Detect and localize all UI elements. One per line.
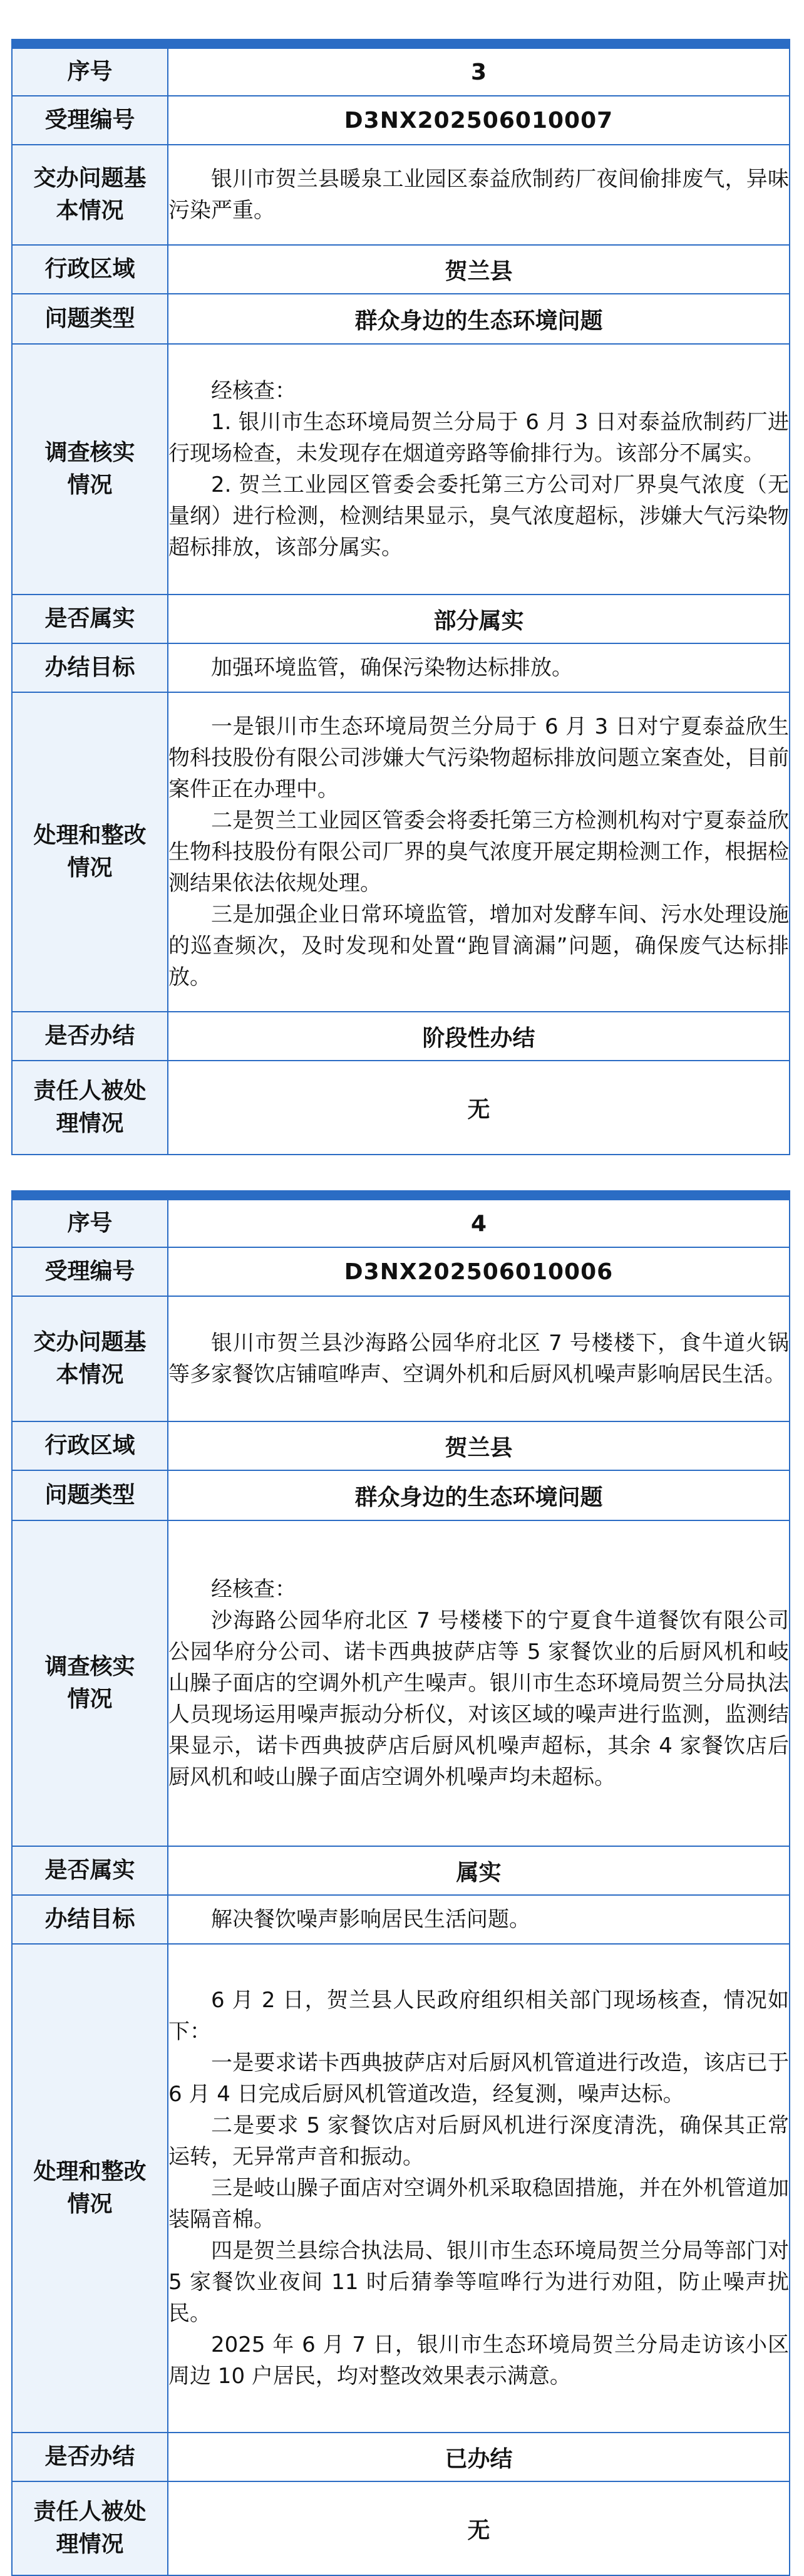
- handling-para: 三是加强企业日常环境监管，增加对发酵车间、污水处理设施的巡查频次，及时发现和处置“跑冒滴漏”问题，确保废气达标排放。: [168, 902, 789, 990]
- record-header-bar: [11, 39, 790, 48]
- goal-value: [168, 643, 790, 692]
- label-issue-text: 交办问题基本情况: [33, 1329, 147, 1388]
- accountability-value: 无: [168, 1061, 790, 1155]
- record-header-bar: [11, 1190, 790, 1199]
- investigation-para: 1. 银川市生态环境局贺兰分局于 6 月 3 日对泰益欣制药厂进行现场检查，未发现存在烟道旁路等偷排行为。该部分不属实。: [168, 410, 789, 466]
- verified-value: 属实: [168, 1846, 790, 1895]
- label-region: 行政区域: [12, 1421, 168, 1470]
- code-value: D3NX202506010007: [168, 96, 790, 145]
- handling-para: 一是要求诺卡西典披萨店对后厨风机管道进行改造，该店已于 6 月 4 日完成后厨风机管道改造，经复测，噪声达标。: [168, 2050, 789, 2107]
- handling-para: 2025 年 6 月 7 日，银川市生态环境局贺兰分局走访该小区周边 10 户居民，均对整改效果表示满意。: [168, 2332, 789, 2389]
- label-accountability-text: 责任人被处理情况: [33, 1078, 147, 1136]
- label-accountability: [12, 1061, 168, 1155]
- label-investigation-text: 调查核实情况: [44, 440, 135, 498]
- handling-para: 一是银川市生态环境局贺兰分局于 6 月 3 日对宁夏泰益欣生物科技股份有限公司涉嫌大气污染物超标排放问题立案查处，目前案件正在办理中。: [168, 714, 789, 802]
- label-investigation: [12, 1520, 168, 1846]
- handling-para: 三是岐山臊子面店对空调外机采取稳固措施，并在外机管道加装隔音棉。: [168, 2176, 789, 2232]
- label-accountability-text: 责任人被处理情况: [33, 2499, 147, 2557]
- label-issue-text: 交办问题基本情况: [33, 165, 147, 224]
- case-record-3: [11, 39, 790, 1155]
- closed-value: 阶段性办结: [168, 1012, 790, 1061]
- investigation-para: 经核查：: [211, 1577, 296, 1602]
- label-verified: 是否属实: [12, 1846, 168, 1895]
- label-goal: 办结目标: [12, 643, 168, 692]
- investigation-para: 沙海路公园华府北区 7 号楼楼下的宁夏食牛道餐饮有限公司公园华府分公司、诺卡西典披萨店等 5 家餐饮业的后厨风机和岐山臊子面店的空调外机产生噪声。银川市生态环境局贺兰分局执法人员现场运用噪声振动分析仪，对该区域的噪声进行监测，监测结果显示，诺卡西典披萨店后厨风机噪声超标，其余 4 家餐饮店后厨风机和岐山臊子面店空调外机噪声均未超标。: [168, 1608, 789, 1790]
- issue-para: 银川市贺兰县暖泉工业园区泰益欣制药厂夜间偷排废气，异味污染严重。: [168, 167, 789, 223]
- goal-para: 加强环境监管，确保污染物达标排放。: [211, 655, 573, 680]
- investigation-value: [168, 344, 790, 595]
- type-value: 群众身边的生态环境问题: [168, 294, 790, 344]
- issue-para: 银川市贺兰县沙海路公园华府北区 7 号楼楼下，食牛道火锅等多家餐饮店铺喧哗声、空调外机和后厨风机噪声影响居民生活。: [168, 1331, 789, 1387]
- label-goal: 办结目标: [12, 1895, 168, 1944]
- issue-value: [168, 1296, 790, 1421]
- label-closed: 是否办结: [12, 1012, 168, 1061]
- label-issue: [12, 145, 168, 245]
- handling-para: 二是贺兰工业园区管委会将委托第三方检测机构对宁夏泰益欣生物科技股份有限公司厂界的臭气浓度开展定期检测工作，根据检测结果依法依规处理。: [168, 808, 789, 896]
- label-seq: 序号: [12, 1200, 168, 1247]
- label-accountability: [12, 2481, 168, 2575]
- label-handling: [12, 692, 168, 1012]
- label-investigation: [12, 344, 168, 595]
- region-value: 贺兰县: [168, 1421, 790, 1470]
- seq-value: 3: [168, 48, 790, 96]
- investigation-value: [168, 1520, 790, 1846]
- investigation-para: 2. 贺兰工业园区管委会委托第三方公司对厂界臭气浓度（无量纲）进行检测，检测结果显示，臭气浓度超标，涉嫌大气污染物超标排放，该部分属实。: [168, 472, 789, 560]
- type-value: 群众身边的生态环境问题: [168, 1470, 790, 1520]
- label-code: 受理编号: [12, 1247, 168, 1296]
- accountability-value: 无: [168, 2481, 790, 2575]
- label-issue: [12, 1296, 168, 1421]
- handling-para: 6 月 2 日，贺兰县人民政府组织相关部门现场核查，情况如下：: [168, 1988, 789, 2044]
- label-verified: 是否属实: [12, 595, 168, 643]
- case-table: [11, 1199, 790, 2576]
- label-handling-text: 处理和整改情况: [33, 823, 147, 881]
- label-region: 行政区域: [12, 245, 168, 294]
- verified-value: 部分属实: [168, 595, 790, 643]
- case-table: [11, 48, 790, 1155]
- handling-value: [168, 1944, 790, 2433]
- goal-para: 解决餐饮噪声影响居民生活问题。: [211, 1907, 530, 1932]
- label-type: 问题类型: [12, 1470, 168, 1520]
- region-value: 贺兰县: [168, 245, 790, 294]
- label-closed: 是否办结: [12, 2433, 168, 2481]
- goal-value: [168, 1895, 790, 1944]
- label-seq: 序号: [12, 48, 168, 96]
- issue-value: [168, 145, 790, 245]
- closed-value: 已办结: [168, 2433, 790, 2481]
- handling-para: 二是要求 5 家餐饮店对后厨风机进行深度清洗，确保其正常运转，无异常声音和振动。: [168, 2113, 789, 2169]
- investigation-para: 经核查：: [211, 378, 296, 403]
- label-handling: [12, 1944, 168, 2433]
- label-investigation-text: 调查核实情况: [44, 1654, 135, 1712]
- label-code: 受理编号: [12, 96, 168, 145]
- code-value: D3NX202506010006: [168, 1247, 790, 1296]
- case-record-4: [11, 1190, 790, 2576]
- label-type: 问题类型: [12, 294, 168, 344]
- handling-para: 四是贺兰县综合执法局、银川市生态环境局贺兰分局等部门对 5 家餐饮业夜间 11 时后猜拳等喧哗行为进行劝阻，防止噪声扰民。: [168, 2238, 789, 2326]
- label-handling-text: 处理和整改情况: [33, 2159, 147, 2217]
- handling-value: [168, 692, 790, 1012]
- seq-value: 4: [168, 1200, 790, 1247]
